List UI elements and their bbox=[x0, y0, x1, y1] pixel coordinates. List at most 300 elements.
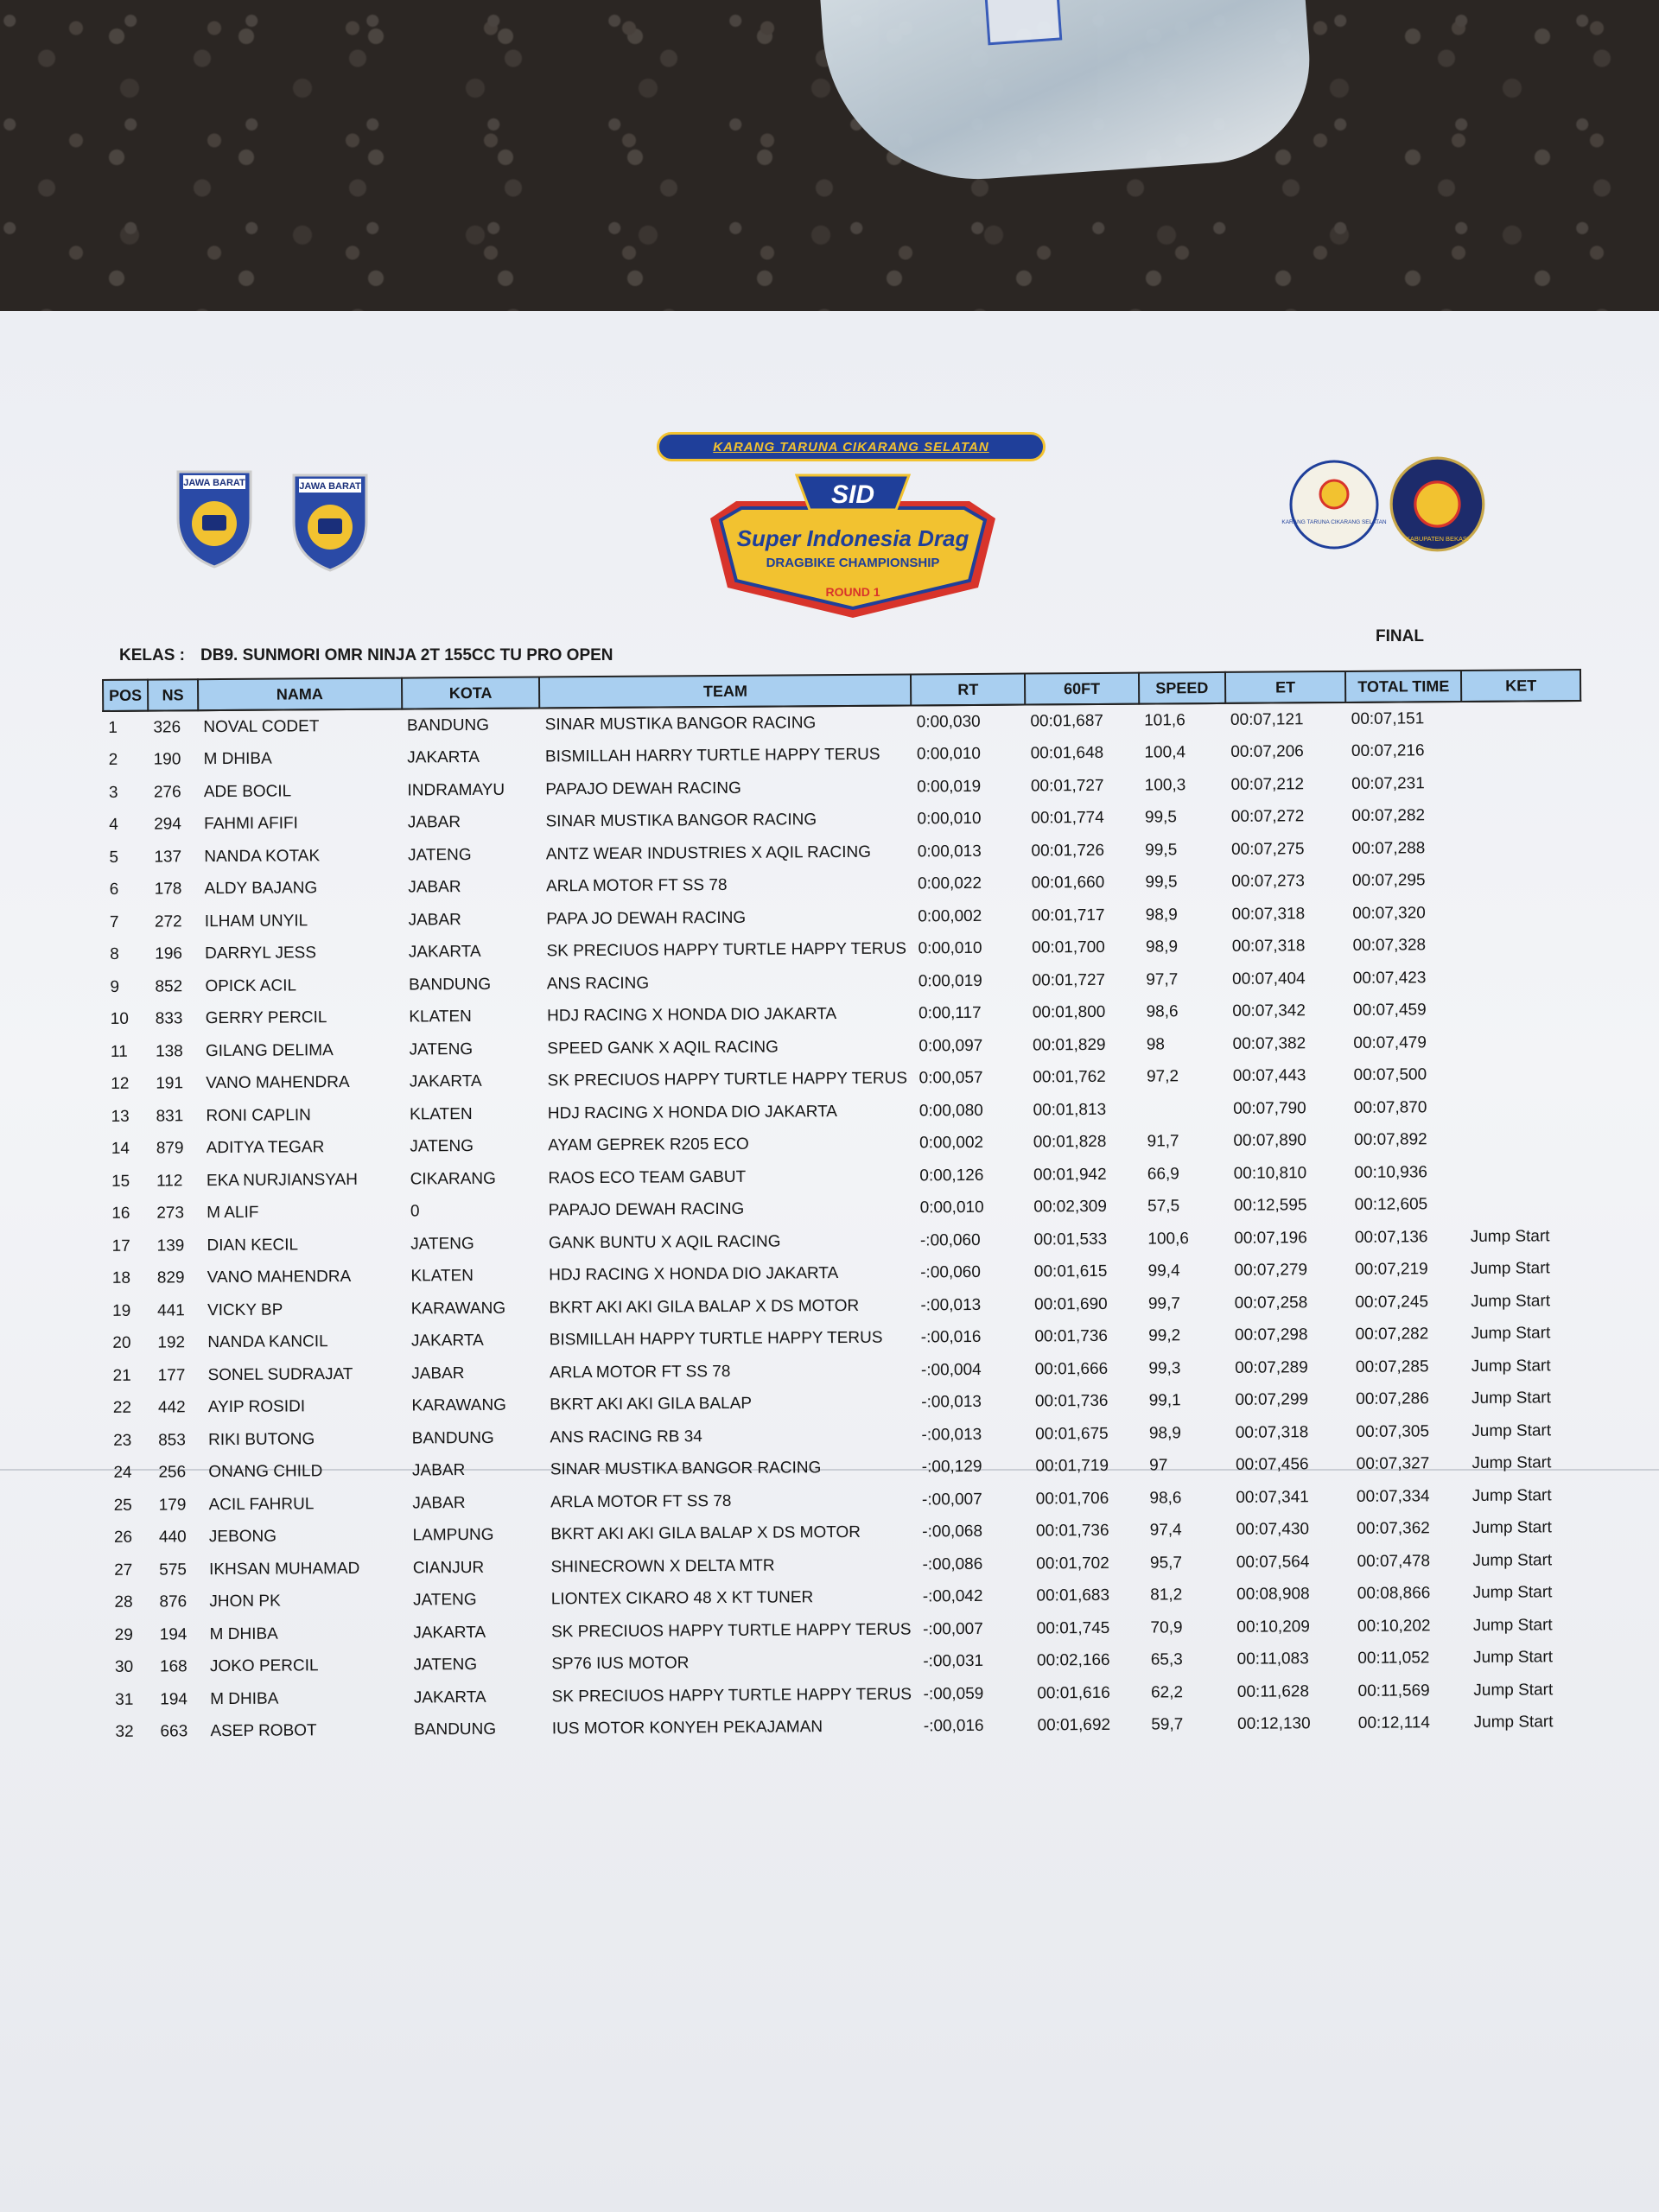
cell-rt: -:00,031 bbox=[923, 1652, 984, 1671]
cell-et: 00:07,790 bbox=[1233, 1099, 1306, 1118]
cell-nama: JOKO PERCIL bbox=[209, 1656, 319, 1676]
cell-ket bbox=[1463, 961, 1582, 994]
cell-pos: 25 bbox=[113, 1496, 132, 1515]
cell-ns: 294 bbox=[154, 815, 181, 834]
cell-rt: -:00,016 bbox=[923, 1717, 984, 1736]
results-table bbox=[102, 669, 1589, 1749]
cell-et: 00:07,404 bbox=[1232, 969, 1306, 988]
cell-speed: 98 bbox=[1146, 1035, 1166, 1054]
cell-kota: JABAR bbox=[411, 1461, 466, 1480]
cell-speed: 99,1 bbox=[1148, 1391, 1181, 1410]
cell-et: 00:10,810 bbox=[1233, 1164, 1307, 1183]
cell-pos: 21 bbox=[112, 1366, 131, 1385]
cell-kota: BANDUNG bbox=[414, 1720, 497, 1739]
cell-speed: 101,6 bbox=[1144, 710, 1185, 730]
cell-rt: -:00,013 bbox=[921, 1425, 982, 1445]
cell-ns: 879 bbox=[156, 1139, 184, 1158]
cell-et: 00:07,299 bbox=[1235, 1390, 1309, 1410]
kabupaten-bekasi-round-logo bbox=[1389, 456, 1486, 553]
cell-ns: 137 bbox=[154, 848, 182, 867]
cell-rt: -:00,013 bbox=[921, 1393, 982, 1412]
cell-ket bbox=[1465, 1155, 1584, 1188]
cell-pos: 20 bbox=[112, 1334, 131, 1353]
cell-ns: 272 bbox=[154, 912, 182, 931]
cell-pos: 22 bbox=[112, 1399, 132, 1418]
cell-ket bbox=[1465, 1188, 1584, 1221]
cell-rt: 0:00,013 bbox=[917, 842, 982, 861]
cell-rt: 0:00,030 bbox=[916, 712, 981, 732]
cell-rt: 0:00,010 bbox=[917, 810, 982, 829]
cell-ft: 00:01,727 bbox=[1032, 970, 1106, 990]
cell-total: 00:07,423 bbox=[1352, 969, 1427, 988]
cell-ket: Jump Start bbox=[1473, 1713, 1554, 1732]
cell-ft: 00:01,717 bbox=[1031, 906, 1105, 925]
cell-pos: 17 bbox=[111, 1236, 130, 1255]
cell-nama: GILANG DELIMA bbox=[205, 1040, 334, 1060]
cell-ft: 00:01,726 bbox=[1031, 841, 1105, 861]
cell-et: 00:07,890 bbox=[1233, 1131, 1307, 1151]
cell-rt: 0:00,010 bbox=[916, 745, 982, 764]
cell-speed: 99,5 bbox=[1144, 808, 1178, 827]
cell-speed: 95,7 bbox=[1149, 1554, 1183, 1573]
cell-nama: M DHIBA bbox=[209, 1624, 278, 1643]
cell-pos: 24 bbox=[113, 1464, 132, 1483]
cell-et: 00:07,318 bbox=[1231, 905, 1306, 924]
cell-et: 00:11,628 bbox=[1236, 1682, 1310, 1701]
cell-ket bbox=[1464, 1026, 1583, 1058]
cell-speed: 98,9 bbox=[1145, 938, 1179, 957]
cell-nama: RONI CAPLIN bbox=[206, 1106, 311, 1125]
cell-ns: 191 bbox=[156, 1074, 184, 1093]
cell-ket: Jump Start bbox=[1471, 1292, 1551, 1311]
cell-kota: JABAR bbox=[407, 813, 461, 832]
cell-speed: 62,2 bbox=[1150, 1683, 1184, 1702]
cell-ns: 139 bbox=[156, 1236, 185, 1255]
cell-pos: 32 bbox=[115, 1723, 134, 1742]
cell-nama: NANDA KANCIL bbox=[207, 1332, 328, 1352]
cell-ft: 00:01,683 bbox=[1036, 1586, 1110, 1605]
cell-nama: DIAN KECIL bbox=[207, 1236, 299, 1255]
cell-kota: JAKARTA bbox=[413, 1623, 486, 1643]
cell-team: LIONTEX CIKARO 48 X KT TUNER bbox=[550, 1588, 814, 1609]
cell-kota: INDRAMAYU bbox=[407, 780, 505, 800]
cell-rt: -:00,129 bbox=[921, 1458, 982, 1477]
cell-team: BISMILLAH HARRY TURTLE HAPPY TERUS bbox=[544, 745, 880, 766]
cell-kota: JAKARTA bbox=[410, 1332, 484, 1351]
cell-pos: 16 bbox=[111, 1205, 130, 1224]
cell-ns: 442 bbox=[157, 1398, 186, 1417]
cell-total: 00:07,459 bbox=[1353, 1001, 1427, 1020]
cell-nama: M DHIBA bbox=[210, 1689, 279, 1708]
cell-pos: 30 bbox=[114, 1658, 134, 1677]
cell-pos: 8 bbox=[110, 945, 119, 964]
cell-ft: 00:01,692 bbox=[1037, 1716, 1111, 1735]
cell-ket: Jump Start bbox=[1471, 1324, 1551, 1344]
cell-total: 00:07,479 bbox=[1353, 1033, 1427, 1052]
cell-pos: 27 bbox=[114, 1560, 133, 1580]
cell-speed: 57,5 bbox=[1147, 1197, 1180, 1216]
cell-nama: NOVAL CODET bbox=[203, 716, 320, 736]
col-header-team: TEAM bbox=[539, 674, 911, 708]
cell-team: ANS RACING RB 34 bbox=[550, 1427, 702, 1447]
cell-ns: 194 bbox=[160, 1690, 188, 1709]
cell-ft: 00:01,675 bbox=[1035, 1424, 1109, 1444]
cell-rt: -:00,059 bbox=[923, 1684, 984, 1704]
col-header-kota: KOTA bbox=[402, 677, 540, 709]
cell-ket bbox=[1462, 766, 1581, 799]
cell-nama: JHON PK bbox=[209, 1592, 281, 1611]
cell-ket bbox=[1462, 799, 1581, 832]
cell-pos: 12 bbox=[111, 1075, 130, 1094]
cell-speed: 97,2 bbox=[1146, 1067, 1179, 1086]
cell-speed: 100,4 bbox=[1144, 743, 1186, 762]
cell-et: 00:07,275 bbox=[1230, 840, 1305, 859]
class-value: DB9. SUNMORI OMR NINJA 2T 155CC TU PRO OPEN bbox=[200, 646, 613, 664]
cell-ft: 00:01,533 bbox=[1033, 1230, 1108, 1249]
cell-ft: 00:01,942 bbox=[1033, 1165, 1107, 1185]
cell-rt: -:00,016 bbox=[920, 1328, 982, 1347]
cell-rt: -:00,007 bbox=[922, 1619, 983, 1639]
cell-ft: 00:01,648 bbox=[1030, 744, 1104, 763]
cell-nama: SONEL SUDRAJAT bbox=[207, 1364, 353, 1384]
cell-total: 00:10,202 bbox=[1357, 1617, 1431, 1636]
cell-ft: 00:01,660 bbox=[1031, 874, 1105, 893]
cell-speed: 97,7 bbox=[1146, 970, 1179, 989]
cell-ns: 326 bbox=[153, 718, 181, 737]
cell-pos: 3 bbox=[108, 783, 118, 802]
cell-speed: 98,9 bbox=[1145, 906, 1178, 925]
cell-nama: ACIL FAHRUL bbox=[208, 1495, 315, 1514]
cell-total: 00:07,334 bbox=[1356, 1487, 1430, 1506]
cell-ns: 192 bbox=[157, 1333, 186, 1352]
cell-total: 00:07,282 bbox=[1351, 806, 1426, 826]
cell-team: SK PRECIUOS HAPPY TURTLE HAPPY TERUS bbox=[546, 939, 907, 961]
cell-ket: Jump Start bbox=[1472, 1583, 1553, 1603]
cell-nama: ASEP ROBOT bbox=[210, 1721, 317, 1741]
cell-rt: 0:00,097 bbox=[918, 1036, 983, 1056]
cell-kota: JATENG bbox=[413, 1656, 478, 1675]
cell-ns: 441 bbox=[157, 1301, 185, 1320]
cell-pos: 19 bbox=[112, 1301, 131, 1320]
cell-rt: -:00,060 bbox=[920, 1263, 981, 1282]
cell-ns: 575 bbox=[159, 1560, 187, 1580]
cell-kota: JATENG bbox=[410, 1137, 474, 1156]
cell-nama: VICKY BP bbox=[207, 1300, 283, 1319]
cell-ket bbox=[1464, 1058, 1583, 1091]
cell-et: 00:07,289 bbox=[1235, 1358, 1308, 1377]
cell-total: 00:07,320 bbox=[1352, 904, 1426, 923]
cell-team: BKRT AKI AKI GILA BALAP X DS MOTOR bbox=[549, 1296, 860, 1318]
cell-total: 00:12,605 bbox=[1354, 1195, 1428, 1215]
cell-speed bbox=[1141, 1093, 1228, 1126]
cell-team: RAOS ECO TEAM GABUT bbox=[548, 1167, 747, 1188]
cell-total: 00:10,936 bbox=[1354, 1163, 1428, 1182]
cell-rt: -:00,004 bbox=[920, 1360, 982, 1380]
cell-speed: 100,6 bbox=[1147, 1229, 1189, 1249]
cell-kota: BANDUNG bbox=[406, 715, 490, 735]
cell-pos: 23 bbox=[113, 1431, 132, 1450]
cell-pos: 2 bbox=[108, 751, 118, 770]
cell-ket: Jump Start bbox=[1472, 1616, 1553, 1635]
cell-ft: 00:01,828 bbox=[1033, 1133, 1107, 1152]
svg-text:SID: SID bbox=[830, 480, 875, 509]
cell-nama: M DHIBA bbox=[203, 749, 272, 769]
cell-ns: 112 bbox=[156, 1172, 183, 1191]
jawa-barat-shield-left-icon bbox=[171, 467, 257, 570]
cell-rt: -:00,042 bbox=[922, 1587, 983, 1606]
cell-speed: 66,9 bbox=[1147, 1165, 1179, 1184]
cell-ns: 831 bbox=[156, 1107, 184, 1126]
cell-pos: 6 bbox=[109, 880, 119, 899]
cell-kota: KLATEN bbox=[410, 1267, 474, 1286]
cell-ket: Jump Start bbox=[1470, 1259, 1550, 1279]
cell-ft: 00:01,736 bbox=[1034, 1327, 1109, 1346]
cell-et: 00:07,212 bbox=[1230, 775, 1305, 794]
cell-pos: 14 bbox=[111, 1140, 130, 1159]
cell-total: 00:07,362 bbox=[1357, 1519, 1430, 1539]
cell-rt: -:00,068 bbox=[922, 1522, 983, 1541]
cell-rt: 0:00,057 bbox=[918, 1069, 983, 1088]
cell-ns: 876 bbox=[159, 1592, 188, 1611]
cell-team: PAPA JO DEWAH RACING bbox=[546, 908, 747, 929]
cell-ket: Jump Start bbox=[1471, 1389, 1551, 1408]
cell-ns: 190 bbox=[153, 750, 181, 769]
cell-ft: 00:01,736 bbox=[1034, 1392, 1109, 1411]
cell-ket: Jump Start bbox=[1471, 1357, 1551, 1376]
cell-speed: 99,3 bbox=[1148, 1359, 1181, 1378]
cell-kota: JATENG bbox=[410, 1234, 474, 1254]
cell-rt: -:00,060 bbox=[919, 1230, 981, 1250]
cell-kota: JAKARTA bbox=[408, 943, 481, 962]
cell-ft: 00:01,745 bbox=[1036, 1618, 1110, 1638]
cell-rt: -:00,086 bbox=[922, 1554, 983, 1574]
cell-ns: 276 bbox=[153, 783, 181, 802]
cell-ns: 833 bbox=[155, 1009, 183, 1028]
cell-total: 00:07,305 bbox=[1356, 1422, 1430, 1441]
cell-ft: 00:01,702 bbox=[1036, 1554, 1109, 1573]
cell-team: SINAR MUSTIKA BANGOR RACING bbox=[550, 1459, 822, 1479]
cell-ft: 00:01,690 bbox=[1034, 1294, 1108, 1314]
cell-ns: 273 bbox=[156, 1204, 185, 1223]
cell-team: SP76 IUS MOTOR bbox=[551, 1654, 690, 1674]
cell-nama: ADITYA TEGAR bbox=[206, 1138, 325, 1158]
cell-nama: ONANG CHILD bbox=[208, 1462, 323, 1482]
svg-text:KABUPATEN BEKASI: KABUPATEN BEKASI bbox=[1405, 535, 1469, 543]
cell-et: 00:08,908 bbox=[1236, 1585, 1310, 1605]
svg-text:ROUND 1: ROUND 1 bbox=[825, 585, 880, 599]
cell-total: 00:07,892 bbox=[1354, 1130, 1427, 1150]
cell-nama: ALDY BAJANG bbox=[204, 879, 318, 899]
cell-kota: KARAWANG bbox=[411, 1396, 506, 1415]
cell-et: 00:07,341 bbox=[1236, 1488, 1309, 1507]
cell-nama: GERRY PERCIL bbox=[205, 1008, 327, 1028]
cell-ft: 00:01,829 bbox=[1032, 1035, 1106, 1055]
cell-kota: JABAR bbox=[408, 910, 461, 930]
cell-nama: JEBONG bbox=[208, 1527, 277, 1547]
cell-total: 00:07,216 bbox=[1351, 741, 1425, 761]
cell-speed: 99,7 bbox=[1147, 1294, 1180, 1313]
cell-nama: VANO MAHENDRA bbox=[207, 1268, 352, 1287]
cell-team: SINAR MUSTIKA BANGOR RACING bbox=[545, 810, 817, 831]
cell-total: 00:07,328 bbox=[1352, 936, 1427, 956]
super-indonesia-drag-logo bbox=[702, 467, 1004, 622]
cell-ket: Jump Start bbox=[1471, 1486, 1552, 1505]
cell-et: 00:07,342 bbox=[1232, 1001, 1306, 1021]
cell-team: PAPAJO DEWAH RACING bbox=[548, 1200, 745, 1220]
cell-nama: EKA NURJIANSYAH bbox=[206, 1170, 358, 1190]
cell-et: 00:12,130 bbox=[1237, 1714, 1311, 1734]
cell-ns: 194 bbox=[159, 1625, 188, 1644]
cell-kota: CIANJUR bbox=[412, 1558, 485, 1578]
cell-kota: JATENG bbox=[409, 1039, 474, 1059]
cell-pos: 4 bbox=[109, 816, 118, 835]
cell-pos: 15 bbox=[111, 1172, 130, 1191]
cell-ket: Jump Start bbox=[1473, 1681, 1554, 1700]
cell-pos: 31 bbox=[115, 1690, 134, 1709]
col-header-ns: NS bbox=[148, 679, 198, 710]
cell-ft: 00:01,774 bbox=[1031, 809, 1104, 828]
cell-ns: 663 bbox=[160, 1722, 188, 1741]
cell-ft: 00:02,309 bbox=[1033, 1198, 1107, 1217]
cell-total: 00:11,052 bbox=[1357, 1649, 1430, 1669]
col-header-nama: NAMA bbox=[198, 678, 402, 711]
cell-ns: 256 bbox=[158, 1463, 187, 1482]
cell-total: 00:07,285 bbox=[1355, 1357, 1429, 1376]
cell-team: HDJ RACING X HONDA DIO JAKARTA bbox=[547, 1005, 837, 1026]
cell-pos: 9 bbox=[110, 977, 120, 996]
cell-team: ARLA MOTOR FT SS 78 bbox=[545, 876, 728, 896]
cell-kota: KARAWANG bbox=[410, 1299, 506, 1319]
cell-ket: Jump Start bbox=[1471, 1518, 1552, 1538]
cell-ft: 00:01,615 bbox=[1033, 1262, 1108, 1281]
cell-team: SINAR MUSTIKA BANGOR RACING bbox=[544, 713, 817, 734]
cell-nama: OPICK ACIL bbox=[205, 976, 297, 995]
cell-kota: LAMPUNG bbox=[412, 1526, 494, 1545]
cell-ft: 00:01,706 bbox=[1035, 1489, 1109, 1509]
cell-ns: 196 bbox=[155, 944, 183, 963]
cell-ft: 00:01,727 bbox=[1030, 776, 1104, 796]
cell-total: 00:07,478 bbox=[1357, 1552, 1431, 1571]
cell-pos: 13 bbox=[111, 1107, 130, 1126]
cell-kota: JABAR bbox=[412, 1493, 466, 1513]
cell-speed: 70,9 bbox=[1150, 1618, 1183, 1637]
cell-ns: 852 bbox=[155, 977, 183, 996]
cell-ft: 00:01,719 bbox=[1035, 1457, 1109, 1476]
cell-et: 00:07,196 bbox=[1234, 1229, 1307, 1248]
cell-rt: 0:00,117 bbox=[918, 1004, 982, 1023]
cell-et: 00:07,272 bbox=[1230, 807, 1305, 827]
cell-ft: 00:02,166 bbox=[1036, 1651, 1110, 1670]
cell-kota: JATENG bbox=[407, 845, 472, 865]
col-header-et: ET bbox=[1225, 671, 1346, 703]
cell-ket bbox=[1464, 1090, 1583, 1123]
cell-nama: NANDA KOTAK bbox=[204, 846, 321, 866]
cell-et: 00:07,206 bbox=[1230, 742, 1304, 762]
cell-et: 00:07,318 bbox=[1235, 1423, 1309, 1442]
cell-team: SK PRECIUOS HAPPY TURTLE HAPPY TERUS bbox=[547, 1069, 908, 1090]
cell-speed: 100,3 bbox=[1144, 775, 1186, 795]
cell-ns: 829 bbox=[156, 1268, 185, 1287]
cell-kota: JABAR bbox=[408, 878, 461, 897]
cell-pos: 5 bbox=[109, 848, 119, 867]
stage-label: FINAL bbox=[1376, 627, 1424, 645]
cell-total: 00:07,327 bbox=[1356, 1454, 1430, 1474]
col-header-total-time: TOTAL TIME bbox=[1345, 671, 1461, 702]
cell-total: 00:07,286 bbox=[1356, 1389, 1429, 1409]
bottle-label bbox=[984, 0, 1062, 45]
cell-speed: 98,6 bbox=[1149, 1489, 1182, 1508]
cell-rt: 0:00,080 bbox=[918, 1101, 983, 1121]
cell-et: 00:12,595 bbox=[1233, 1196, 1307, 1216]
cell-pos: 11 bbox=[110, 1042, 128, 1061]
svg-text:DRAGBIKE CHAMPIONSHIP: DRAGBIKE CHAMPIONSHIP bbox=[766, 556, 940, 570]
cell-et: 00:07,298 bbox=[1234, 1325, 1308, 1345]
svg-text:KARANG TARUNA CIKARANG SELATAN: KARANG TARUNA CIKARANG SELATAN bbox=[1281, 519, 1387, 525]
cell-team: AYAM GEPREK R205 ECO bbox=[548, 1135, 749, 1155]
cell-speed: 98,9 bbox=[1148, 1424, 1182, 1443]
cell-pos: 18 bbox=[111, 1269, 131, 1288]
cell-ft: 00:01,800 bbox=[1032, 1003, 1106, 1022]
cell-ft: 00:01,616 bbox=[1037, 1683, 1110, 1703]
cell-ket bbox=[1463, 864, 1582, 897]
cell-et: 00:07,121 bbox=[1230, 710, 1304, 729]
cell-speed: 98,6 bbox=[1146, 1002, 1179, 1021]
cell-ft: 00:01,736 bbox=[1035, 1522, 1109, 1541]
cell-speed: 59,7 bbox=[1151, 1715, 1184, 1734]
cell-nama: RIKI BUTONG bbox=[207, 1430, 315, 1449]
cell-kota: JAKARTA bbox=[409, 1072, 482, 1091]
cell-ft: 00:01,687 bbox=[1030, 711, 1104, 731]
cell-et: 00:07,273 bbox=[1231, 872, 1305, 892]
cell-kota: JAKARTA bbox=[407, 748, 480, 767]
cell-et: 00:07,382 bbox=[1232, 1034, 1306, 1053]
cell-rt: 0:00,019 bbox=[917, 777, 982, 797]
cell-ns: 168 bbox=[159, 1657, 188, 1676]
cell-total: 00:07,295 bbox=[1351, 871, 1426, 891]
col-header-rt: RT bbox=[911, 674, 1025, 706]
cell-ns: 178 bbox=[154, 880, 182, 899]
cell-ft: 00:01,762 bbox=[1033, 1068, 1106, 1087]
cell-total: 00:07,282 bbox=[1355, 1325, 1429, 1344]
cell-total: 00:08,866 bbox=[1357, 1584, 1431, 1604]
cell-speed: 97,4 bbox=[1149, 1521, 1182, 1540]
col-header-speed: SPEED bbox=[1139, 672, 1225, 704]
cell-team: ANS RACING bbox=[546, 974, 650, 994]
cell-nama: ILHAM UNYIL bbox=[204, 912, 308, 931]
cell-rt: 0:00,022 bbox=[917, 874, 982, 893]
cell-total: 00:07,219 bbox=[1355, 1260, 1428, 1280]
cell-et: 00:07,258 bbox=[1234, 1294, 1308, 1313]
cell-pos: 29 bbox=[114, 1625, 133, 1644]
cell-team: BKRT AKI AKI GILA BALAP X DS MOTOR bbox=[550, 1523, 861, 1544]
cell-team: SHINECROWN X DELTA MTR bbox=[550, 1556, 775, 1577]
col-header-60ft: 60FT bbox=[1025, 673, 1139, 705]
cell-speed: 65,3 bbox=[1150, 1650, 1183, 1669]
cell-team: SK PRECIUOS HAPPY TURTLE HAPPY TERUS bbox=[551, 1620, 912, 1642]
cell-ft: 00:01,666 bbox=[1034, 1359, 1109, 1379]
cell-kota: KLATEN bbox=[410, 1104, 473, 1124]
svg-text:JAWA BARAT: JAWA BARAT bbox=[183, 478, 245, 488]
cell-total: 00:07,231 bbox=[1351, 774, 1425, 793]
cell-speed: 97 bbox=[1149, 1456, 1168, 1475]
cell-kota: BANDUNG bbox=[409, 975, 492, 995]
col-header-pos: POS bbox=[103, 680, 148, 711]
cell-speed: 99,5 bbox=[1145, 873, 1178, 892]
cell-kota: JABAR bbox=[411, 1363, 465, 1383]
cell-ket bbox=[1461, 701, 1580, 734]
cell-speed: 81,2 bbox=[1150, 1586, 1183, 1605]
cell-total: 00:07,151 bbox=[1351, 709, 1425, 728]
